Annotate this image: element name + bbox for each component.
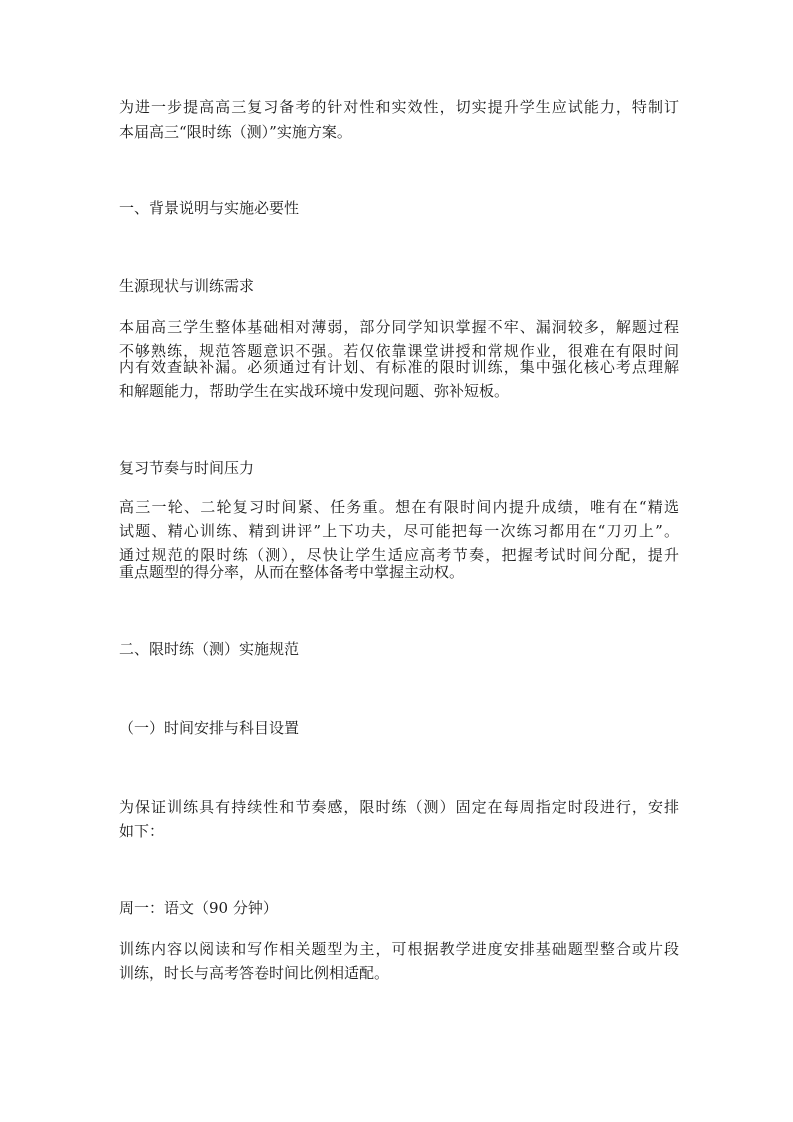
intro-line-1: 为进一步提高高三复习备考的针对性和实效性，切实提升学生应试能力，特制订 — [119, 98, 679, 116]
monday-title: 周一：语文（90 分钟） — [119, 899, 278, 917]
section-2-title: 二、限时练（测）实施规范 — [119, 640, 300, 658]
paragraph-1-2-line-1: 高三一轮、二轮复习时间紧、任务重。想在有限时间内提升成绩，唯有在“精选 — [119, 498, 679, 516]
paragraph-1-2-line-4: 重点题型的得分率，从而在整体备考中掌握主动权。 — [119, 563, 465, 581]
paragraph-1-1-line-1: 本届高三学生整体基础相对薄弱，部分同学知识掌握不牢、漏洞较多，解题过程 — [119, 318, 679, 336]
paragraph-1-1-line-3: 内有效查缺补漏。必须通过有计划、有标准的限时训练，集中强化核心考点理解 — [119, 358, 679, 376]
schedule-intro-line-1: 为保证训练具有持续性和节奏感，限时练（测）固定在每周指定时段进行，安排 — [119, 798, 679, 816]
paragraph-1-1-line-2: 不够熟练，规范答题意识不强。若仅依靠课堂讲授和常规作业，很难在有限时间 — [119, 342, 679, 360]
paragraph-1-2-line-3: 通过规范的限时练（测），尽快让学生适应高考节奏，把握考试时间分配，提升 — [119, 546, 679, 564]
subsection-1-1-title: 生源现状与训练需求 — [119, 277, 255, 295]
monday-desc-line-2: 训练，时长与高考答卷时间比例相适配。 — [119, 964, 390, 982]
subsection-1-2-title: 复习节奏与时间压力 — [119, 459, 255, 477]
section-1-title: 一、背景说明与实施必要性 — [119, 199, 300, 217]
monday-desc-line-1: 训练内容以阅读和写作相关题型为主，可根据教学进度安排基础题型整合或片段 — [119, 940, 679, 958]
subsection-2-1-title: （一）时间安排与科目设置 — [119, 719, 300, 737]
paragraph-1-1-line-4: 和解题能力，帮助学生在实战环境中发现问题、弥补短板。 — [119, 382, 510, 400]
paragraph-1-2-line-2: 试题、精心训练、精到讲评”上下功夫，尽可能把每一次练习都用在“刀刃上”。 — [119, 522, 679, 540]
schedule-intro-line-2: 如下： — [119, 822, 165, 840]
intro-line-2: 本届高三“限时练（测）”实施方案。 — [119, 123, 352, 141]
